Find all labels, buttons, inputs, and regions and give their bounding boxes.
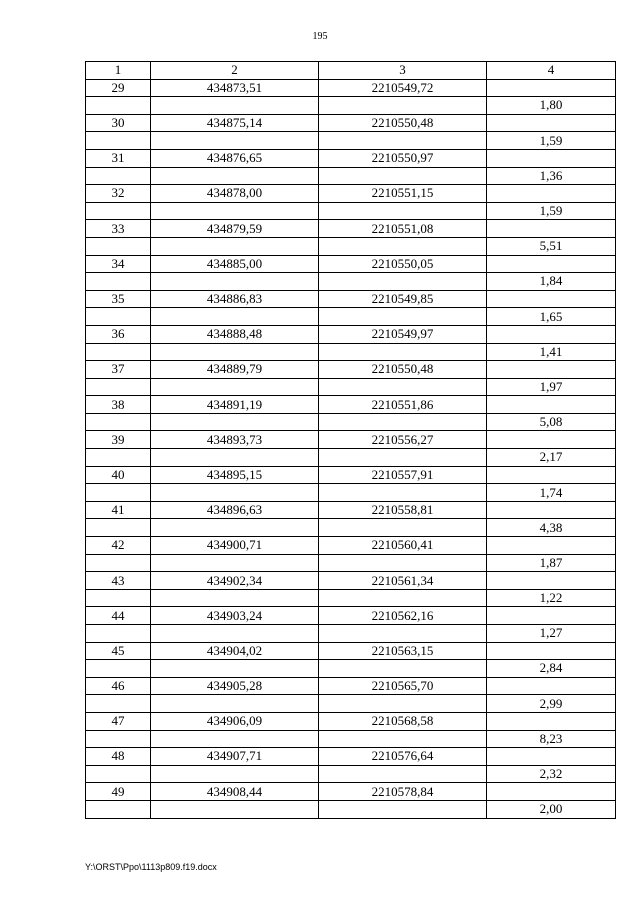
empty-cell: [151, 695, 319, 713]
empty-cell: [86, 202, 151, 220]
page-number: 195: [312, 31, 328, 42]
point-number-cell: 36: [86, 325, 151, 343]
distance-cell: 1,36: [487, 167, 616, 185]
empty-cell: [86, 695, 151, 713]
empty-cell: [319, 413, 487, 431]
point-number-cell: 41: [86, 501, 151, 519]
distance-cell: 2,99: [487, 695, 616, 713]
x-coordinate-cell: 434907,71: [151, 748, 319, 766]
y-coordinate-cell: 2210565,70: [319, 677, 487, 695]
empty-cell: [151, 167, 319, 185]
empty-cell: [86, 237, 151, 255]
distance-row: [86, 167, 616, 185]
empty-cell: [487, 712, 616, 730]
point-row: [86, 466, 616, 484]
empty-cell: [487, 255, 616, 273]
y-coordinate-cell: 2210551,08: [319, 220, 487, 238]
distance-cell: 2,17: [487, 449, 616, 467]
distance-row: [86, 765, 616, 783]
x-coordinate-cell: 434902,34: [151, 572, 319, 590]
x-coordinate-cell: 434888,48: [151, 325, 319, 343]
point-row: [86, 220, 616, 238]
empty-cell: [319, 554, 487, 572]
empty-cell: [487, 607, 616, 625]
empty-cell: [487, 748, 616, 766]
x-coordinate-cell: 434875,14: [151, 114, 319, 132]
distance-cell: 4,38: [487, 519, 616, 537]
empty-cell: [86, 800, 151, 818]
point-number-cell: 48: [86, 748, 151, 766]
y-coordinate-cell: 2210550,48: [319, 361, 487, 379]
table-header-row: [86, 62, 616, 80]
point-row: [86, 290, 616, 308]
x-coordinate-cell: 434896,63: [151, 501, 319, 519]
point-number-cell: 39: [86, 431, 151, 449]
empty-cell: [487, 325, 616, 343]
empty-cell: [86, 625, 151, 643]
empty-cell: [86, 97, 151, 115]
distance-row: [86, 660, 616, 678]
empty-cell: [319, 800, 487, 818]
empty-cell: [151, 97, 319, 115]
distance-row: [86, 308, 616, 326]
x-coordinate-cell: 434876,65: [151, 149, 319, 167]
distance-row: [86, 589, 616, 607]
point-number-cell: 38: [86, 396, 151, 414]
y-coordinate-cell: 2210578,84: [319, 783, 487, 801]
empty-cell: [319, 97, 487, 115]
point-row: [86, 431, 616, 449]
empty-cell: [151, 765, 319, 783]
empty-cell: [319, 378, 487, 396]
distance-row: [86, 625, 616, 643]
x-coordinate-cell: 434908,44: [151, 783, 319, 801]
point-number-cell: 29: [86, 79, 151, 97]
distance-row: [86, 97, 616, 115]
y-coordinate-cell: 2210563,15: [319, 642, 487, 660]
distance-cell: 2,00: [487, 800, 616, 818]
empty-cell: [86, 413, 151, 431]
point-row: [86, 712, 616, 730]
point-number-cell: 42: [86, 537, 151, 555]
empty-cell: [319, 273, 487, 291]
point-number-cell: 40: [86, 466, 151, 484]
empty-cell: [319, 308, 487, 326]
distance-cell: 1,84: [487, 273, 616, 291]
column-header-4: 4: [487, 62, 616, 80]
empty-cell: [487, 572, 616, 590]
y-coordinate-cell: 2210550,48: [319, 114, 487, 132]
empty-cell: [319, 519, 487, 537]
empty-cell: [151, 413, 319, 431]
distance-cell: 1,74: [487, 484, 616, 502]
x-coordinate-cell: 434873,51: [151, 79, 319, 97]
coordinates-table: [85, 61, 616, 819]
point-number-cell: 33: [86, 220, 151, 238]
y-coordinate-cell: 2210550,97: [319, 149, 487, 167]
column-header-3: 3: [319, 62, 487, 80]
column-header-1: 1: [86, 62, 151, 80]
distance-cell: 1,27: [487, 625, 616, 643]
distance-row: [86, 449, 616, 467]
x-coordinate-cell: 434893,73: [151, 431, 319, 449]
empty-cell: [319, 625, 487, 643]
x-coordinate-cell: 434885,00: [151, 255, 319, 273]
x-coordinate-cell: 434905,28: [151, 677, 319, 695]
empty-cell: [151, 660, 319, 678]
point-number-cell: 43: [86, 572, 151, 590]
empty-cell: [151, 202, 319, 220]
empty-cell: [86, 484, 151, 502]
empty-cell: [487, 396, 616, 414]
point-number-cell: 49: [86, 783, 151, 801]
empty-cell: [487, 185, 616, 203]
empty-cell: [86, 273, 151, 291]
empty-cell: [319, 237, 487, 255]
distance-cell: 8,23: [487, 730, 616, 748]
y-coordinate-cell: 2210558,81: [319, 501, 487, 519]
y-coordinate-cell: 2210556,27: [319, 431, 487, 449]
y-coordinate-cell: 2210549,72: [319, 79, 487, 97]
distance-cell: 5,08: [487, 413, 616, 431]
empty-cell: [487, 114, 616, 132]
distance-row: [86, 554, 616, 572]
empty-cell: [151, 625, 319, 643]
distance-row: [86, 413, 616, 431]
distance-row: [86, 519, 616, 537]
distance-cell: 1,22: [487, 589, 616, 607]
table-body: [86, 79, 616, 818]
x-coordinate-cell: 434886,83: [151, 290, 319, 308]
x-coordinate-cell: 434903,24: [151, 607, 319, 625]
empty-cell: [86, 554, 151, 572]
point-row: [86, 642, 616, 660]
empty-cell: [86, 132, 151, 150]
distance-row: [86, 730, 616, 748]
empty-cell: [487, 466, 616, 484]
point-number-cell: 47: [86, 712, 151, 730]
empty-cell: [86, 519, 151, 537]
empty-cell: [151, 589, 319, 607]
y-coordinate-cell: 2210560,41: [319, 537, 487, 555]
y-coordinate-cell: 2210549,85: [319, 290, 487, 308]
empty-cell: [319, 660, 487, 678]
empty-cell: [86, 308, 151, 326]
empty-cell: [487, 431, 616, 449]
distance-cell: 1,59: [487, 202, 616, 220]
point-number-cell: 34: [86, 255, 151, 273]
point-number-cell: 35: [86, 290, 151, 308]
empty-cell: [86, 660, 151, 678]
empty-cell: [487, 220, 616, 238]
empty-cell: [151, 800, 319, 818]
point-row: [86, 572, 616, 590]
empty-cell: [151, 484, 319, 502]
empty-cell: [487, 79, 616, 97]
empty-cell: [487, 537, 616, 555]
distance-row: [86, 132, 616, 150]
distance-cell: 1,97: [487, 378, 616, 396]
y-coordinate-cell: 2210551,15: [319, 185, 487, 203]
empty-cell: [319, 765, 487, 783]
point-row: [86, 748, 616, 766]
distance-cell: 5,51: [487, 237, 616, 255]
empty-cell: [86, 378, 151, 396]
point-number-cell: 30: [86, 114, 151, 132]
empty-cell: [151, 132, 319, 150]
point-number-cell: 31: [86, 149, 151, 167]
empty-cell: [151, 730, 319, 748]
point-row: [86, 361, 616, 379]
point-row: [86, 185, 616, 203]
distance-cell: 1,80: [487, 97, 616, 115]
empty-cell: [86, 730, 151, 748]
empty-cell: [487, 677, 616, 695]
y-coordinate-cell: 2210549,97: [319, 325, 487, 343]
point-row: [86, 114, 616, 132]
distance-cell: 1,41: [487, 343, 616, 361]
empty-cell: [151, 378, 319, 396]
empty-cell: [319, 132, 487, 150]
distance-cell: 1,65: [487, 308, 616, 326]
distance-cell: 1,87: [487, 554, 616, 572]
x-coordinate-cell: 434904,02: [151, 642, 319, 660]
y-coordinate-cell: 2210550,05: [319, 255, 487, 273]
y-coordinate-cell: 2210576,64: [319, 748, 487, 766]
distance-row: [86, 800, 616, 818]
distance-row: [86, 484, 616, 502]
empty-cell: [151, 449, 319, 467]
x-coordinate-cell: 434900,71: [151, 537, 319, 555]
empty-cell: [487, 149, 616, 167]
empty-cell: [86, 343, 151, 361]
empty-cell: [151, 343, 319, 361]
empty-cell: [319, 695, 487, 713]
point-row: [86, 149, 616, 167]
empty-cell: [319, 449, 487, 467]
point-row: [86, 79, 616, 97]
empty-cell: [151, 308, 319, 326]
point-number-cell: 37: [86, 361, 151, 379]
point-number-cell: 44: [86, 607, 151, 625]
distance-row: [86, 343, 616, 361]
empty-cell: [487, 361, 616, 379]
empty-cell: [319, 484, 487, 502]
column-header-2: 2: [151, 62, 319, 80]
empty-cell: [487, 642, 616, 660]
point-row: [86, 255, 616, 273]
point-row: [86, 325, 616, 343]
y-coordinate-cell: 2210568,58: [319, 712, 487, 730]
empty-cell: [319, 343, 487, 361]
distance-row: [86, 237, 616, 255]
point-row: [86, 501, 616, 519]
point-number-cell: 45: [86, 642, 151, 660]
y-coordinate-cell: 2210557,91: [319, 466, 487, 484]
x-coordinate-cell: 434879,59: [151, 220, 319, 238]
x-coordinate-cell: 434878,00: [151, 185, 319, 203]
empty-cell: [151, 237, 319, 255]
empty-cell: [86, 589, 151, 607]
empty-cell: [151, 273, 319, 291]
empty-cell: [319, 589, 487, 607]
file-path-footer: Y:\ORST\Ppo\1113p809.f19.docx: [85, 862, 217, 872]
x-coordinate-cell: 434895,15: [151, 466, 319, 484]
empty-cell: [487, 501, 616, 519]
distance-cell: 1,59: [487, 132, 616, 150]
distance-cell: 2,32: [487, 765, 616, 783]
empty-cell: [319, 202, 487, 220]
distance-row: [86, 695, 616, 713]
point-row: [86, 396, 616, 414]
point-row: [86, 607, 616, 625]
point-number-cell: 32: [86, 185, 151, 203]
distance-row: [86, 202, 616, 220]
empty-cell: [487, 290, 616, 308]
empty-cell: [319, 730, 487, 748]
distance-cell: 2,84: [487, 660, 616, 678]
empty-cell: [319, 167, 487, 185]
point-row: [86, 677, 616, 695]
y-coordinate-cell: 2210561,34: [319, 572, 487, 590]
empty-cell: [86, 167, 151, 185]
distance-row: [86, 273, 616, 291]
y-coordinate-cell: 2210551,86: [319, 396, 487, 414]
empty-cell: [86, 765, 151, 783]
empty-cell: [151, 554, 319, 572]
distance-row: [86, 378, 616, 396]
y-coordinate-cell: 2210562,16: [319, 607, 487, 625]
point-row: [86, 783, 616, 801]
x-coordinate-cell: 434906,09: [151, 712, 319, 730]
empty-cell: [86, 449, 151, 467]
empty-cell: [151, 519, 319, 537]
empty-cell: [487, 783, 616, 801]
point-number-cell: 46: [86, 677, 151, 695]
point-row: [86, 537, 616, 555]
x-coordinate-cell: 434889,79: [151, 361, 319, 379]
x-coordinate-cell: 434891,19: [151, 396, 319, 414]
